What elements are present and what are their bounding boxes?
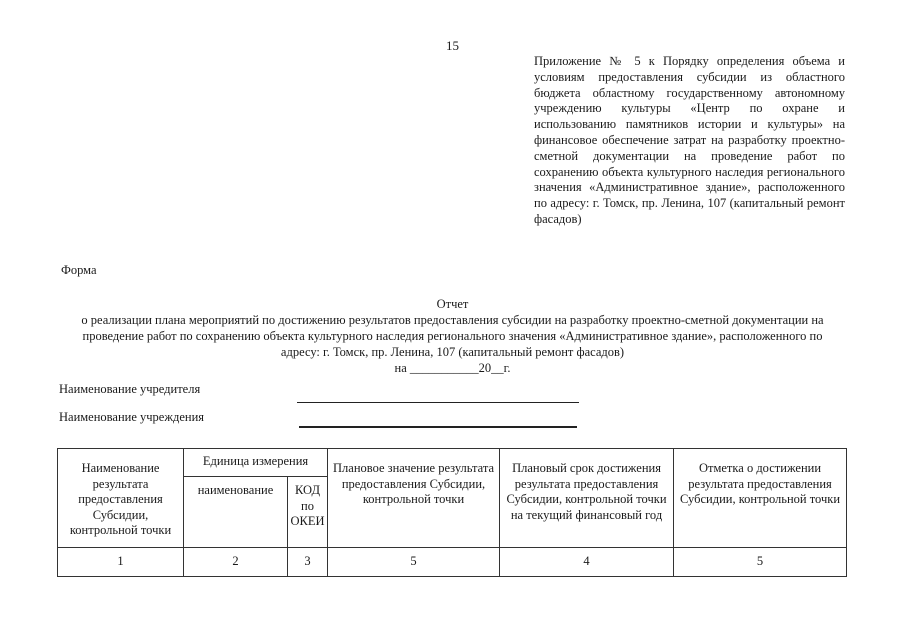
institution-underline	[299, 426, 577, 428]
table-header-row	[58, 449, 847, 477]
appendix-note: Приложение № 5 к Порядку определения объема и условиям предоставления субсидии из областного бюджета областному государственному автономному учреждению культуры «Центр по охране и использованию памятников истории и культуры» на финансовое обеспечение затрат на разработку проектно-сметной документации на проведение работ по сохранению объекта культурного наследия регионального значения «Административное здание», расположенного по адресу: г. Томск, пр. Ленина, 107 (капитальный ремонт фасадов)	[534, 54, 845, 226]
report-description: о реализации плана мероприятий по достижению результатов предоставления субсидии на разработку проектно-сметной документации на проведение работ по сохранению объекта культурного наследия регионального значения «Административное здание», расположенного по адресу: г. Томск, пр. Ленина, 107 (капитальный ремонт фасадов)	[81, 313, 824, 359]
column-number: 5	[674, 548, 847, 577]
report-table	[57, 448, 847, 577]
header-unit-name: наименование	[184, 477, 288, 548]
table-number-row	[58, 548, 847, 577]
founder-underline	[297, 402, 579, 403]
header-plan-value: Плановое значение результата предоставления Субсидии, контрольной точки	[328, 449, 500, 548]
institution-label: Наименование учреждения	[59, 410, 205, 424]
column-number: 1	[58, 548, 184, 577]
header-achievement-mark: Отметка о достижении результата предоставления Субсидии, контрольной точки	[674, 449, 847, 548]
founder-label: Наименование учредителя	[59, 382, 201, 396]
header-plan-date: Плановый срок достижения результата предоставления Субсидии, контрольной точки на текущий финансовый год	[500, 449, 674, 548]
report-date-line: на ___________20__г.	[394, 361, 511, 375]
column-number: 3	[288, 548, 328, 577]
header-result-name: Наименование результата предоставления Субсидии, контрольной точки	[58, 449, 184, 548]
column-number: 5	[328, 548, 500, 577]
column-number: 2	[184, 548, 288, 577]
form-label: Форма	[61, 263, 97, 277]
header-unit-group: Единица измерения	[184, 449, 328, 477]
column-number: 4	[500, 548, 674, 577]
report-title: Отчет	[436, 297, 469, 311]
page-number: 15	[446, 38, 459, 53]
header-unit-code: КОД по ОКЕИ	[288, 477, 328, 548]
